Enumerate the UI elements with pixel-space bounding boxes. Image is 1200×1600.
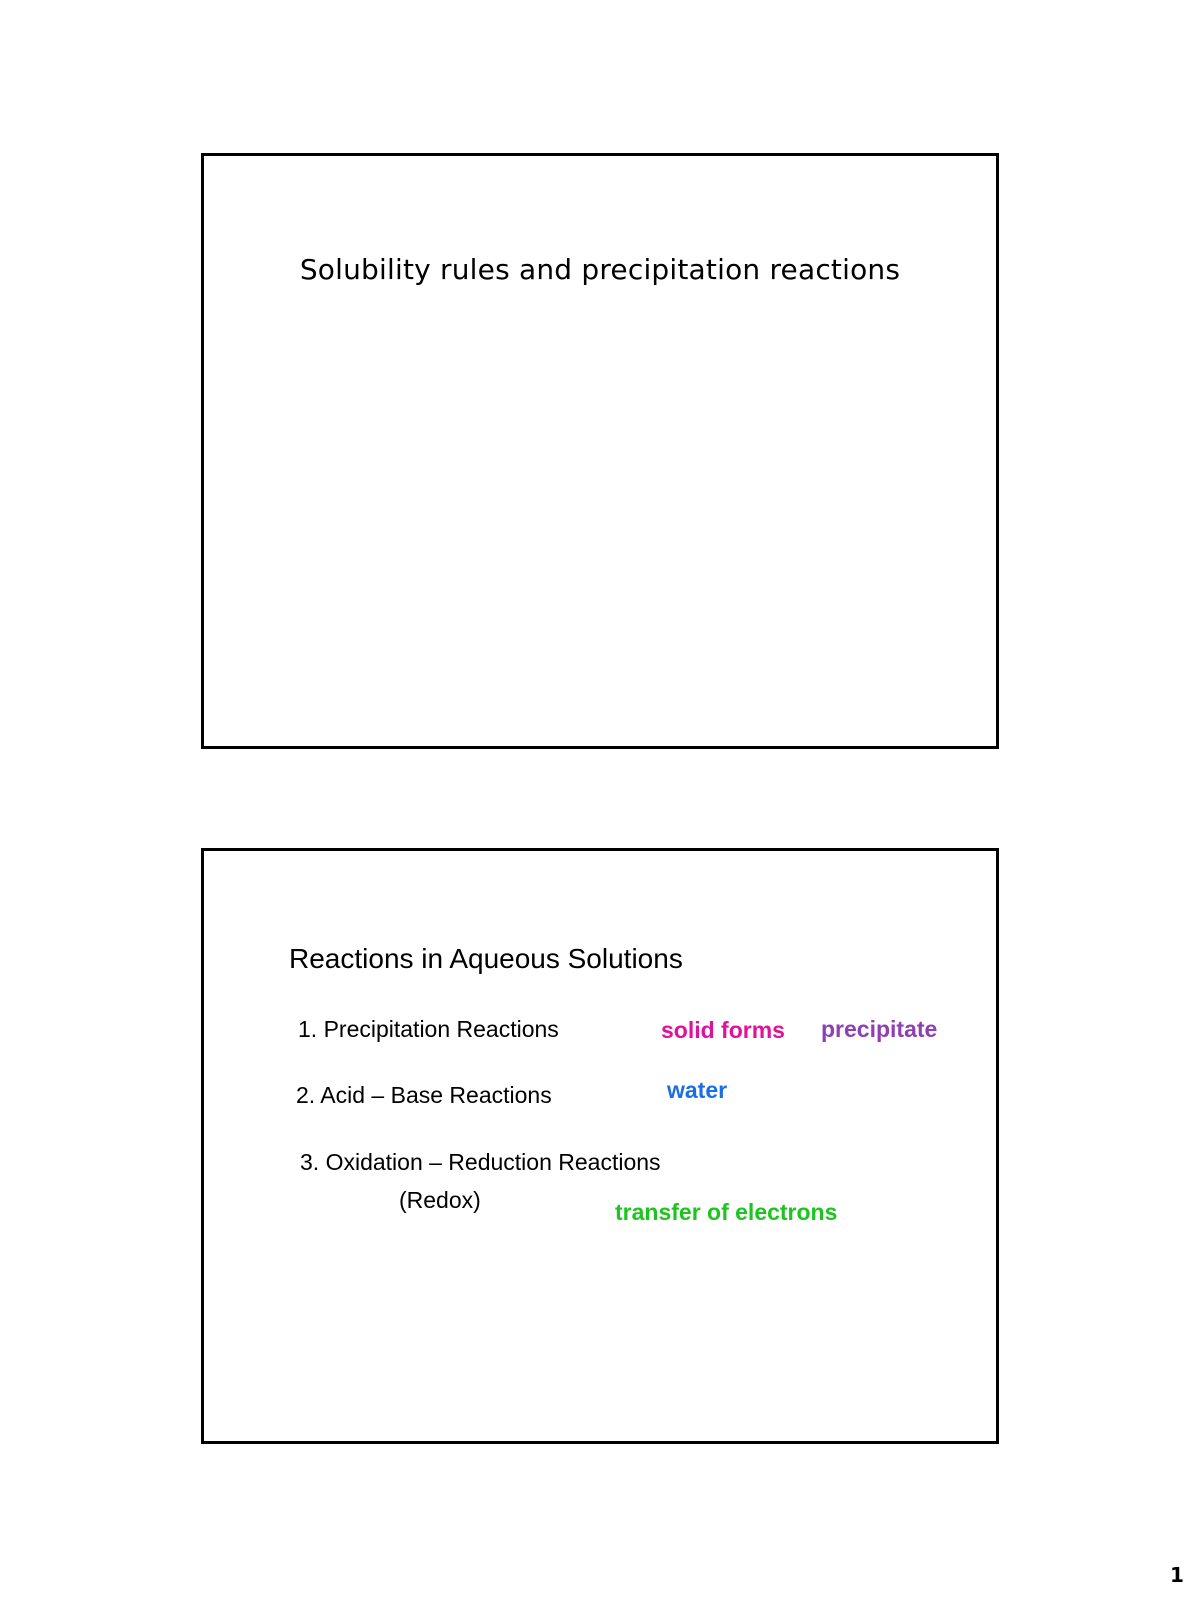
list-item-acid-base: 2. Acid – Base Reactions: [296, 1082, 552, 1108]
slide-1-title: Solubility rules and precipitation reactions: [299, 253, 901, 286]
list-item-redox: 3. Oxidation – Reduction Reactions: [300, 1149, 661, 1175]
note-transfer-of-electrons: transfer of electrons: [615, 1199, 838, 1225]
slide-2-title: Reactions in Aqueous Solutions: [289, 943, 683, 974]
note-precipitate: precipitate: [821, 1016, 938, 1042]
note-solid-forms: solid forms: [661, 1017, 785, 1043]
slide-1: [201, 153, 999, 749]
list-item-precipitation: 1. Precipitation Reactions: [298, 1016, 559, 1042]
slide-2: [201, 848, 999, 1444]
list-item-redox-sublabel: (Redox): [399, 1187, 481, 1213]
page-number: 1: [1170, 1563, 1184, 1587]
note-water: water: [667, 1077, 728, 1103]
